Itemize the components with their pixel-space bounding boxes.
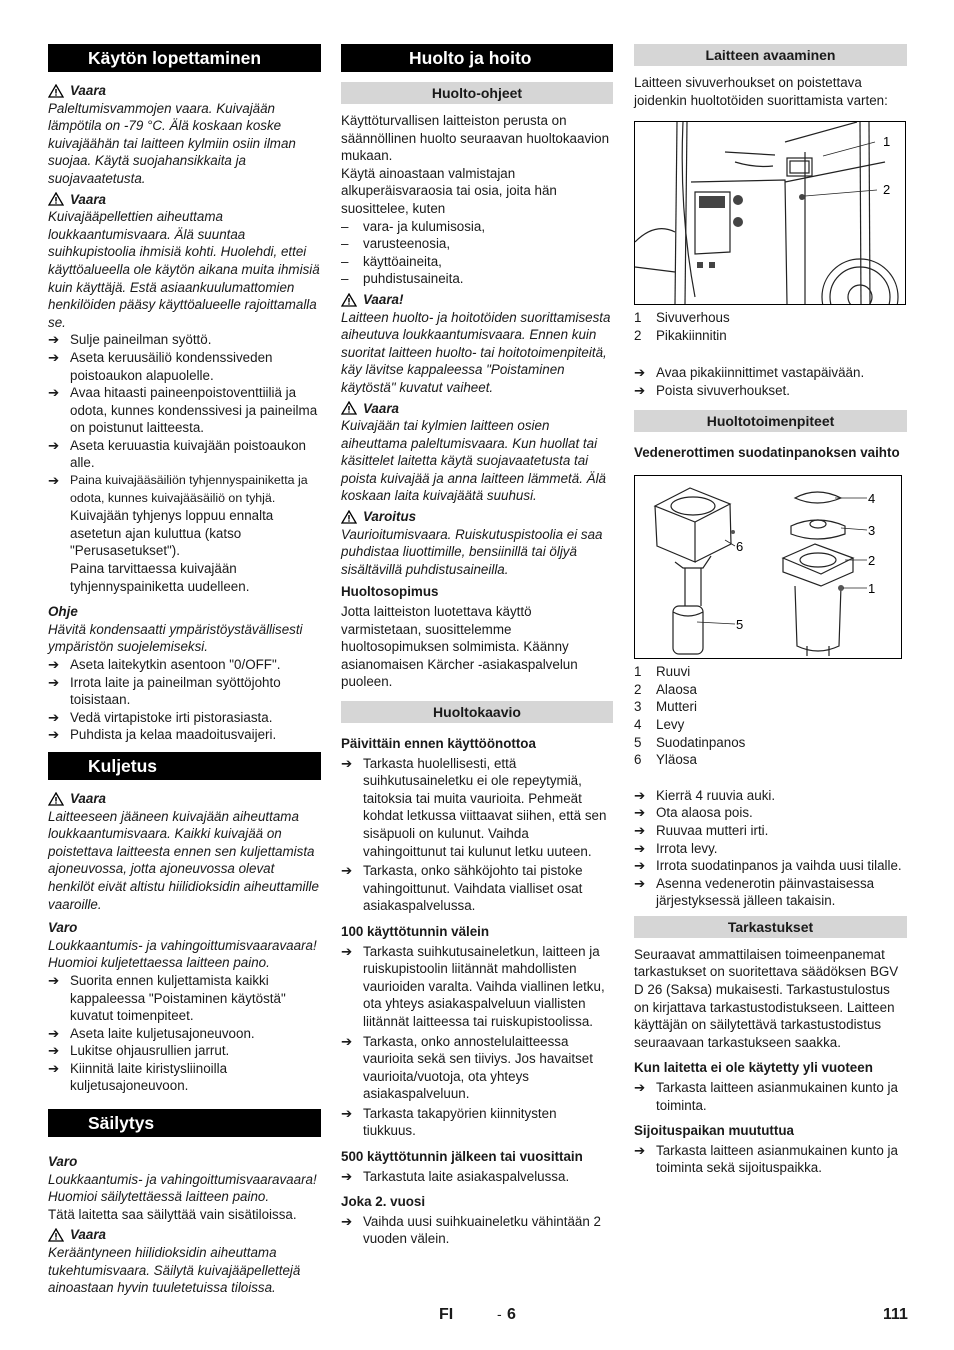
list-item: ➔ Kierrä 4 ruuvia auki.: [634, 787, 776, 803]
notice-label: Varo: [48, 920, 78, 936]
arrow-right-icon: ➔: [634, 840, 646, 856]
subheading: Huoltosopimus: [341, 584, 439, 600]
footer-page-number: 111: [883, 1306, 908, 1323]
warning-triangle-icon: [341, 510, 357, 524]
arrow-right-icon: ➔: [48, 674, 60, 690]
figure-water-separator: [634, 475, 902, 659]
callout-6: 6: [736, 539, 744, 555]
step-list: [48, 331, 321, 595]
warning-notice: [341, 508, 613, 578]
arrow-right-icon: ➔: [634, 805, 646, 821]
arrow-right-icon: ➔: [48, 1025, 60, 1041]
danger-notice: [341, 400, 613, 506]
list-item: ➔ Tarkasta suihkutusaineletkun, laitteen ja ruiskupistoolin liitännät mahdollisten vaurioiden varalta. Vaihda viallinen letku, ota yhteys asiakaspalveluun viallisten liitännät laitteessa tai ruiskupistoolissa.: [341, 943, 605, 1029]
figure-legend: [634, 663, 907, 769]
step-detail: Paina tarvittaessa kuivajään tyhjennyspainiketta uudelleen.: [70, 561, 250, 594]
subheading: Kun laitetta ei ole käytetty yli vuoteen: [634, 1060, 873, 1076]
paragraph: Laitteen sivuverhoukset on poistettava joidenkin huoltotöiden suorittamista varten:: [634, 75, 888, 108]
list-item: ➔ Tarkasta laitteen asianmukainen kunto ja toiminta.: [634, 1080, 898, 1113]
arrow-right-icon: ➔: [48, 1043, 60, 1059]
notice-text: Kuivajään tai kylmien laitteen osien aiheuttama paleltumisvaara. Kun huollat tai käsittelet laitetta käytä suojavaatetusta tai poista kuivajää ja anna laitteen lämmetä. Älä koskaan laita kuivajäätä suuhusi.: [341, 418, 606, 504]
notice-text: Hävitä kondensaatti ympäristöystävällisesti ympäristön suojelemiseksi.: [48, 621, 303, 655]
danger-notice: [48, 790, 321, 913]
arrow-right-icon: ➔: [634, 822, 646, 838]
footer-separator: -: [497, 1306, 502, 1322]
callout-1: 1: [868, 581, 876, 597]
notice-label: Vaara: [363, 400, 399, 416]
warning-triangle-icon: [341, 293, 357, 307]
notice-text: Paleltumisvammojen vaara. Kuivajään lämpötila on -79 °C. Älä koskaan koske kuivajäähän tai laitteen kylmiin osiin ilman suojaa. Käytä suojahansikkaita ja suojavaatetusta.: [48, 100, 296, 186]
machine-side-illustration: [635, 122, 905, 304]
figure-legend: [634, 309, 907, 344]
list-item: – varusteenosia,: [341, 236, 451, 252]
callout-3: 3: [868, 523, 876, 539]
arrow-right-icon: ➔: [48, 657, 60, 672]
list-item: ➔ Tarkasta, onko sähköjohto tai pistoke vahingoittunut. Vaihdata vialliset osat asiakaspalvelussa.: [341, 863, 583, 914]
list-item: ➔ Avaa hitaasti paineenpoistoventtiiliä ja odota, kunnes kondenssivesi ja paineilma on poistunut laitteesta.: [48, 385, 318, 436]
arrow-right-icon: ➔: [341, 1213, 353, 1229]
note-notice: [48, 603, 321, 656]
notice-label: Vaara: [70, 1227, 106, 1243]
legend-item: 1 Sivuverhous: [634, 310, 730, 326]
arrow-right-icon: ➔: [341, 863, 353, 879]
subsection-title: Huoltotoimenpiteet: [634, 410, 907, 432]
danger-notice: [48, 191, 321, 332]
notice-text: Kuivajääpellettien aiheuttama loukkaantumisvaara. Älä suuntaa suihkupistoolia ihmisiä kohti. Huolehdi, ettei käyttöalueella ole käytön aikana muita ihmisiä kuin käyttäjä. Estä asiaankuulumattomien henkilöiden pääsy käyttöalueelle rajoittamalla se.: [48, 209, 320, 330]
notice-label: Varo: [48, 1154, 78, 1170]
notice-label: Vaara: [70, 790, 106, 806]
notice-text: Laitteeseen jääneen kuivajään aiheuttama loukkaantumisvaara. Kaikki kuivajää on poistettava laitteesta ennen sen kuljettamista ajoneuvossa, jotta ajoneuvossa olevat henkilöt eivät altistu hiilidioksidin aiheuttamille vaaroille.: [48, 808, 319, 912]
column-left: [48, 44, 321, 1297]
paragraph: Käyttöturvallisen laitteiston perusta on säännöllinen huolto seuraavan huoltokaavion mukaan.: [341, 113, 610, 164]
subsection-title: Huoltokaavio: [341, 701, 613, 723]
callout-2: 2: [883, 182, 891, 198]
arrow-right-icon: ➔: [48, 727, 60, 743]
arrow-right-icon: ➔: [634, 875, 646, 891]
arrow-right-icon: ➔: [634, 787, 646, 803]
section-title-maintenance: Huolto ja hoito: [341, 44, 613, 72]
caution-notice: [48, 1153, 321, 1223]
list-item: ➔ Tarkasta huolellisesti, että suihkutusaineletku ei ole repeytymiä, taitoksia tai muita vaurioita. Pehmeät kohdat letkussa viittaavat siihen, että sen sisäpuoli on kulunut. Vaihda vahingoittunut tai kulunut letku uuteen.: [341, 755, 607, 859]
callout-1: 1: [883, 134, 891, 150]
arrow-right-icon: ➔: [48, 349, 60, 365]
danger-notice: [48, 82, 321, 188]
list-item: ➔ Irrota levy.: [634, 840, 718, 856]
storage-text: Tätä laitetta saa säilyttää vain sisätiloissa.: [48, 1206, 297, 1222]
figure-side-panel: [634, 121, 906, 305]
notice-text: Loukkaantumis- ja vahingoittumisvaaravaara! Huomioi säilytettäessä laitteen paino.: [48, 1171, 317, 1205]
notice-text: Kerääntyneen hiilidioksidin aiheuttama tukehtumisvaara. Säilytä kuivajääpellettejä ainoastaan hyvin tuuletetuissa tiloissa.: [48, 1245, 301, 1296]
danger-notice: [341, 291, 613, 397]
danger-notice: [48, 1226, 321, 1296]
notice-text: Laitteen huolto- ja hoitotöiden suorittamisesta aiheutuva loukkaantumisvaara. Ennen kuin suoritat laitteen huolto- tai hoitotoimenpiteitä, käy lävitse kappaleessa "Poistaminen käytöstä" kuvatut vaiheet.: [341, 309, 611, 395]
warning-triangle-icon: [48, 792, 64, 806]
list-item: ➔ Tarkastuta laite asiakaspalvelussa.: [341, 1168, 570, 1184]
legend-item: 1 Ruuvi: [634, 664, 691, 680]
subheading: 100 käyttötunnin välein: [341, 923, 490, 939]
footer-language: FI: [439, 1306, 454, 1323]
warning-triangle-icon: [48, 1228, 64, 1242]
list-item: ➔ Aseta laite kuljetusajoneuvoon.: [48, 1025, 255, 1041]
list-item: ➔ Ruuvaa mutteri irti.: [634, 822, 769, 838]
list-item: ➔ Tarkasta takapyörien kiinnitysten tiukkuus.: [341, 1105, 557, 1139]
legend-item: 3 Mutteri: [634, 699, 697, 715]
warning-triangle-icon: [48, 192, 64, 206]
legend-item: 4 Levy: [634, 716, 685, 732]
list-item: ➔ Tarkasta, onko annostelulaitteessa vaurioita sekä sen tiiviys. Jos havaitset vaurioita/vuotoja, ota yhteys asiakaspalveluun.: [341, 1033, 593, 1102]
subsection-title: Laitteen avaaminen: [634, 44, 907, 66]
legend-item: 2 Pikakiinnitin: [634, 327, 727, 343]
list-item: ➔ Avaa pikakiinnittimet vastapäivään.: [634, 365, 865, 381]
column-right: [634, 44, 907, 1177]
arrow-right-icon: ➔: [48, 437, 60, 453]
list-item: ➔ Aseta keruuastia kuivajään poistoaukon alle.: [48, 437, 306, 471]
list-item: ➔ Ota alaosa pois.: [634, 805, 753, 821]
subheading: 500 käyttötunnin jälkeen tai vuosittain: [341, 1149, 583, 1165]
list-item: – vara- ja kulumisosia,: [341, 218, 486, 234]
legend-item: 6 Yläosa: [634, 752, 697, 768]
arrow-right-icon: ➔: [48, 1060, 60, 1076]
arrow-right-icon: ➔: [634, 1142, 646, 1158]
subheading: Joka 2. vuosi: [341, 1194, 426, 1210]
notice-label: Vaara!: [363, 291, 404, 307]
arrow-right-icon: ➔: [48, 972, 60, 988]
arrow-right-icon: ➔: [634, 382, 646, 398]
water-separator-illustration: [635, 476, 901, 658]
dash-list: [341, 218, 613, 288]
list-item: ➔ Sulje paineilman syöttö.: [48, 332, 212, 348]
arrow-right-icon: ➔: [341, 1168, 353, 1184]
subheading: Päivittäin ennen käyttöönottoa: [341, 736, 536, 751]
paragraph: Seuraavat ammattilaisen toimeenpanemat tarkastukset on suoritettava säädöksen BGV D 26 (Saksa) mukaisesti. Tarkastustulostus on kirjattava tarkastustodistukseen. Laitteen käyttäjän on säilytettävä tarkastustodistus seuraavaan tarkastukseen saakka.: [634, 946, 899, 1050]
notice-label: Ohje: [48, 604, 78, 620]
section-title-transport: Kuljetus: [48, 752, 321, 780]
list-item: ➔ Kiinnitä laite kiristysliinoilla kuljetusajoneuvoon.: [48, 1060, 228, 1094]
list-item: ➔ Irrota laite ja paineilman syöttöjohto toisistaan.: [48, 674, 281, 708]
list-item: ➔ Suorita ennen kuljettamista kaikki kappaleessa "Poistaminen käytöstä" kuvatut toimenpiteet.: [48, 972, 286, 1024]
arrow-right-icon: ➔: [341, 755, 353, 771]
footer-section-page: 6: [507, 1306, 516, 1323]
list-item: – puhdistusaineita.: [341, 271, 464, 287]
warning-triangle-icon: [341, 401, 357, 415]
arrow-right-icon: ➔: [48, 709, 60, 725]
legend-item: 2 Alaosa: [634, 681, 697, 697]
callout-4: 4: [868, 491, 876, 507]
legend-item: 5 Suodatinpanos: [634, 734, 746, 750]
subheading: Vedenerottimen suodatinpanoksen vaihto: [634, 444, 900, 460]
arrow-right-icon: ➔: [341, 1105, 353, 1121]
section-title-shutdown: Käytön lopettaminen: [48, 44, 321, 72]
notice-text: Vaurioitumisvaara. Ruiskutuspistoolia ei saa puhdistaa liuottimille, bensiinillä tai öljyä sisältävillä puhdistusaineilla.: [341, 526, 603, 577]
callout-5: 5: [736, 617, 744, 633]
list-item: ➔ Vedä virtapistoke irti pistorasiasta.: [48, 709, 273, 725]
arrow-right-icon: ➔: [48, 385, 60, 401]
arrow-right-icon: ➔: [48, 332, 60, 348]
list-item: ➔ Asenna vedenerotin päinvastaisessa järjestyksessä jälleen takaisin.: [634, 875, 875, 909]
arrow-right-icon: ➔: [48, 473, 60, 489]
list-item: ➔ Vaihda uusi suihkuaineletku vähintään 2 vuoden välein.: [341, 1213, 601, 1247]
arrow-right-icon: ➔: [634, 858, 646, 874]
warning-triangle-icon: [48, 84, 64, 98]
subsection-title: Tarkastukset: [634, 916, 907, 938]
list-item: ➔ Aseta laitekytkin asentoon "0/OFF".: [48, 657, 281, 672]
paragraph: Jotta laitteiston luotettava käyttö varmistetaan, suosittelemme huoltosopimuksen solmimista. Käänny asianomaisen Kärcher -asiakaspalvelun puoleen.: [341, 604, 578, 690]
step-list: [48, 656, 321, 744]
step-detail: Kuivajään tyhjenys loppuu ennalta asetetun ajan kuluttua (katso "Perusasetukset").: [70, 508, 274, 559]
subsection-title: Huolto-ohjeet: [341, 82, 613, 104]
caution-notice: [48, 919, 321, 972]
arrow-right-icon: ➔: [341, 1033, 353, 1049]
list-item: – käyttöaineita,: [341, 253, 442, 269]
notice-label: Varoitus: [363, 509, 417, 525]
arrow-right-icon: ➔: [634, 365, 646, 381]
arrow-right-icon: ➔: [341, 943, 353, 959]
notice-label: Vaara: [70, 83, 106, 98]
list-item: ➔ Aseta keruusäiliö kondenssiveden poistoaukon alapuolelle.: [48, 349, 273, 383]
column-middle: [341, 44, 613, 1248]
list-item: ➔ Poista sivuverhoukset.: [634, 382, 790, 398]
section-title-storage: Säilytys: [48, 1109, 321, 1137]
list-item: ➔ Puhdista ja kelaa maadoitusvaijeri.: [48, 727, 277, 743]
subheading: Sijoituspaikan muututtua: [634, 1123, 794, 1139]
list-item: ➔ Paina kuivajääsäiliön tyhjennyspainiketta ja odota, kunnes kuivajääsäiliö on tyhjä.: [48, 472, 321, 507]
list-item: ➔ Tarkasta laitteen asianmukainen kunto ja toiminta sekä sijoituspaikka.: [634, 1142, 898, 1176]
step-list: [48, 972, 321, 1095]
callout-2: 2: [868, 553, 876, 569]
notice-text: Loukkaantumis- ja vahingoittumisvaaravaara! Huomioi kuljetettaessa laitteen paino.: [48, 937, 317, 971]
arrow-right-icon: ➔: [634, 1080, 646, 1096]
list-item: ➔ Lukitse ohjausrullien jarrut.: [48, 1043, 230, 1059]
notice-label: Vaara: [70, 191, 106, 207]
paragraph: Käytä ainoastaan valmistajan alkuperäisvaraosia tai osia, joita hän suosittelee, kuten: [341, 165, 557, 216]
list-item: ➔ Irrota suodatinpanos ja vaihda uusi tilalle.: [634, 858, 902, 874]
step-list: [634, 787, 907, 910]
